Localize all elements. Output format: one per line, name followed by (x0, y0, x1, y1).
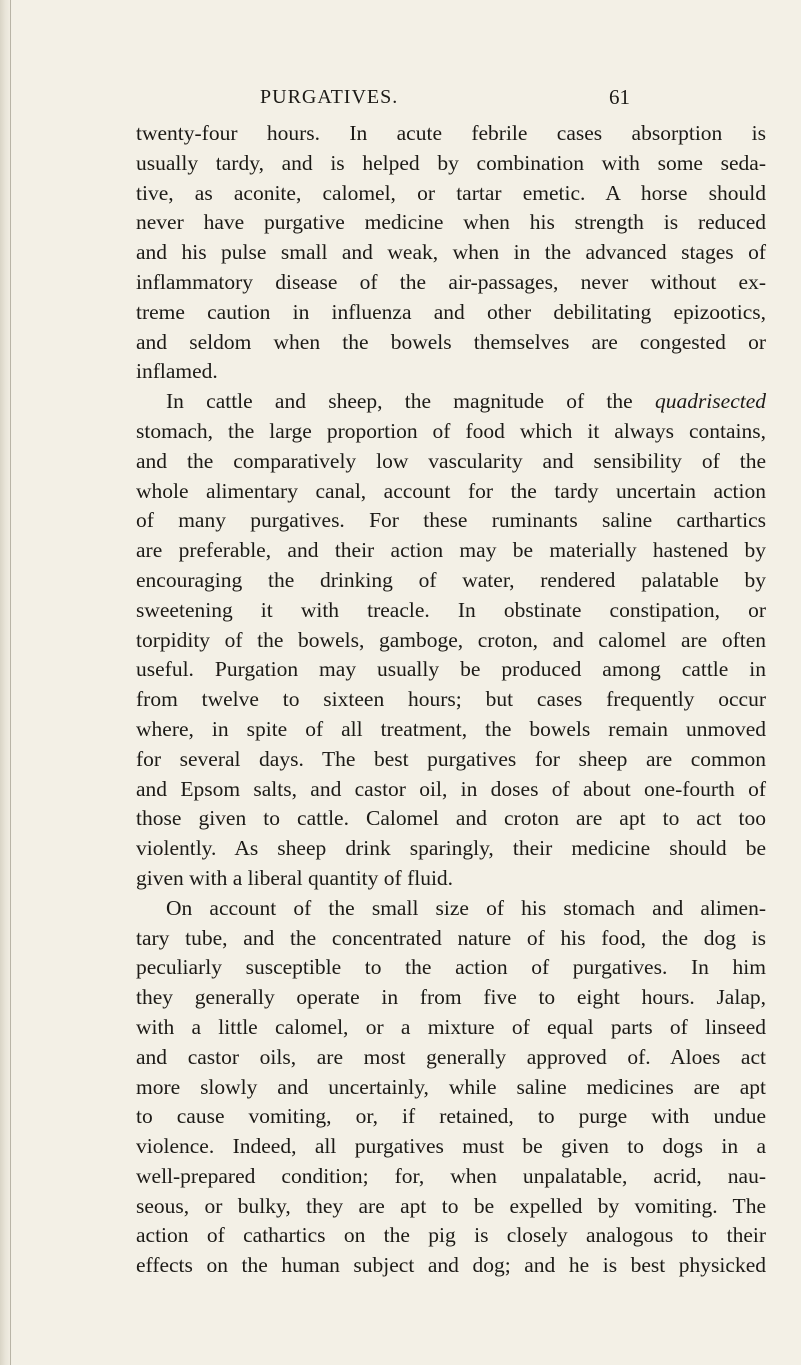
text-line: more slowly and uncertainly, while saline medicines are apt (136, 1074, 766, 1099)
text-line: inflammatory disease of the air-passages, never without ex- (136, 269, 766, 294)
text-line: given with a liberal quantity of fluid. (136, 865, 454, 890)
text-line: where, in spite of all treatment, the bowels remain unmoved (136, 716, 766, 741)
text-line: treme caution in influenza and other debilitating epizootics, (136, 299, 766, 324)
text-line: to cause vomiting, or, if retained, to purge with undue (136, 1104, 766, 1129)
text-line: seous, or bulky, they are apt to be expelled by vomiting. The (136, 1193, 766, 1218)
paragraph-horse (136, 119, 766, 387)
page-number: 61 (609, 85, 630, 109)
text-line: useful. Purgation may usually be produced among cattle in (136, 657, 766, 682)
text-line (136, 387, 766, 417)
running-head (260, 84, 630, 110)
text-line: action of cathartics on the pig is closely analogous to their (136, 1223, 766, 1248)
text-line: for several days. The best purgatives for sheep are common (136, 746, 766, 771)
text-line: On account of the small size of his stomach and alimen- (166, 895, 766, 920)
text-line: stomach, the large proportion of food which it always contains, (136, 418, 766, 443)
text-line: never have purgative medicine when his strength is reduced (136, 210, 766, 235)
text-line: those given to cattle. Calomel and croton are apt to act too (136, 806, 766, 831)
paragraph-dog-pig (136, 894, 766, 1281)
text-line: from twelve to sixteen hours; but cases frequently occur (136, 687, 766, 712)
text-line: encouraging the drinking of water, rendered palatable by (136, 567, 766, 592)
text-line: and Epsom salts, and castor oil, in doses of about one-fourth of (136, 776, 766, 801)
text-line: twenty-four hours. In acute febrile cases absorption is (136, 121, 766, 145)
text-line: and seldom when the bowels themselves are congested or (136, 329, 766, 354)
italic-term: quadrisected (654, 389, 766, 414)
text-line: effects on the human subject and dog; and he is best physicked (136, 1253, 766, 1278)
body-text (136, 119, 766, 1281)
text-line: they generally operate in from five to eight hours. Jalap, (136, 985, 766, 1010)
text-line: and his pulse small and weak, when in the advanced stages of (136, 240, 766, 265)
text-line: torpidity of the bowels, gamboge, croton, and calomel are often (136, 627, 766, 652)
text-line: and castor oils, are most generally approved of. Aloes act (136, 1044, 766, 1069)
text-line: and the comparatively low vascularity and sensibility of the (136, 448, 766, 473)
text-line: violence. Indeed, all purgatives must be given to dogs in a (136, 1134, 766, 1159)
text-line: are preferable, and their action may be materially hastened by (136, 538, 766, 563)
text-line: sweetening it with treacle. In obstinate constipation, or (136, 597, 766, 622)
text-line: of many purgatives. For these ruminants saline carthartics (136, 508, 766, 533)
text-line: tive, as aconite, calomel, or tartar emetic. A horse should (136, 180, 766, 205)
text-line: peculiarly susceptible to the action of purgatives. In him (136, 955, 766, 980)
text-line: usually tardy, and is helped by combination with some seda- (136, 150, 766, 175)
text-line: inflamed. (136, 359, 218, 384)
text-line: well-prepared condition; for, when unpalatable, acrid, nau- (136, 1163, 766, 1188)
paragraph-cattle-sheep (136, 387, 766, 894)
binding-edge (10, 0, 11, 1365)
text-line: violently. As sheep drink sparingly, their medicine should be (136, 836, 766, 861)
text-line: whole alimentary canal, account for the tardy uncertain action (136, 478, 766, 503)
text-line: with a little calomel, or a mixture of equal parts of linseed (136, 1014, 766, 1039)
running-head-title: PURGATIVES. (260, 86, 399, 108)
text-segment: In cattle and sheep, the magnitude of the (166, 389, 655, 414)
text-line: tary tube, and the concentrated nature of his food, the dog is (136, 925, 766, 950)
